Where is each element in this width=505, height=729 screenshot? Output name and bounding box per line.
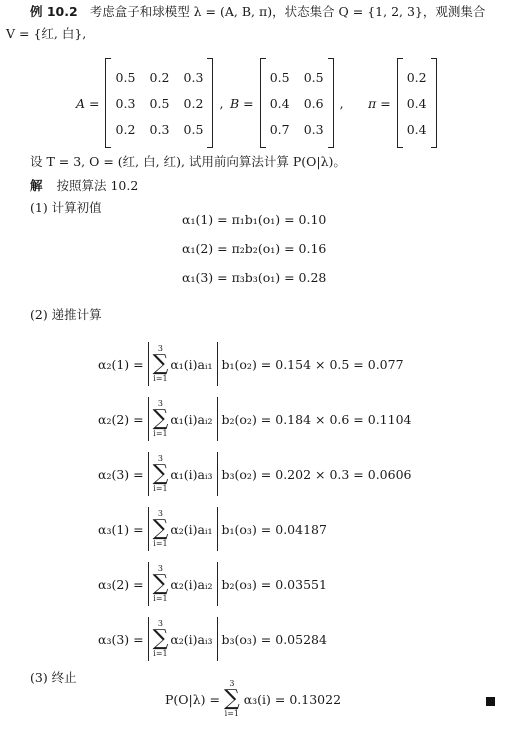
matrix-cell: 0.2	[115, 121, 136, 137]
matrix-b	[230, 58, 344, 148]
final-rhs: α₃(i) = 0.13022	[243, 691, 342, 707]
recursion-rhs: b₂(o₂) = 0.184 × 0.6 = 0.1104	[221, 411, 412, 427]
sum-symbol: 3 ∑ i=1	[152, 619, 169, 658]
bracket-sum	[148, 397, 218, 441]
matrix-cell: 0.5	[115, 69, 136, 85]
init-eq: α₁(1) = π₁b₁(o₁) = 0.10	[182, 212, 327, 227]
given-statement: 设 T = 3, O = (红, 白, 红), 试用前向算法计算 P(O|λ)。	[30, 154, 346, 169]
sum-term: α₁(i)aᵢ₃	[170, 466, 213, 482]
recursion-lhs: α₂(1) =	[98, 356, 144, 372]
solution-header	[30, 176, 138, 194]
sum-term: α₁(i)aᵢ₂	[170, 411, 213, 427]
example-intro-text: 考虑盒子和球模型 λ = (A, B, π)，状态集合 Q = {1, 2, 3}，观测集合	[89, 4, 486, 19]
recursion-rhs: b₁(o₃) = 0.04187	[221, 521, 327, 537]
matrix-cell: 0.3	[303, 121, 324, 137]
matrix-cell: 0.5	[269, 69, 290, 85]
step-1-heading: (1) 计算初值	[30, 200, 102, 215]
sum-term: α₂(i)aᵢ₂	[170, 576, 213, 592]
matrix-cell: 0.4	[406, 121, 427, 137]
solution-text: 按照算法 10.2	[56, 178, 139, 193]
recursion-equation	[98, 617, 327, 661]
matrix-cell: 0.2	[183, 95, 204, 111]
recursion-lhs: α₂(3) =	[98, 466, 144, 482]
init-eq: α₁(2) = π₂b₂(o₁) = 0.16	[182, 241, 327, 256]
end-of-proof-mark	[486, 697, 495, 706]
bracket-sum	[148, 617, 218, 661]
recursion-lhs: α₃(3) =	[98, 631, 144, 647]
example-intro-line1	[30, 2, 485, 20]
final-equation	[165, 680, 341, 718]
matrix-separator: ,	[339, 95, 344, 111]
recursion-equation	[98, 342, 404, 386]
sum-symbol: 3 ∑ i=1	[224, 679, 240, 718]
matrix-a-label: A =	[76, 95, 100, 111]
matrix-cell: 0.5	[149, 95, 170, 111]
recursion-equation	[98, 452, 411, 496]
matrix-a-body	[105, 58, 213, 148]
recursion-rhs: b₁(o₂) = 0.154 × 0.5 = 0.077	[221, 356, 404, 372]
recursion-rhs: b₃(o₃) = 0.05284	[221, 631, 327, 647]
recursion-lhs: α₂(2) =	[98, 411, 144, 427]
matrix-cell: 0.2	[149, 69, 170, 85]
sum-symbol: 3 ∑ i=1	[152, 454, 169, 493]
init-eq: α₁(3) = π₃b₃(o₁) = 0.28	[182, 270, 327, 285]
matrix-cell: 0.7	[269, 121, 290, 137]
sum-symbol: 3 ∑ i=1	[152, 564, 169, 603]
bracket-sum	[148, 507, 218, 551]
matrix-cell: 0.4	[269, 95, 290, 111]
matrix-pi-label: π =	[368, 95, 391, 111]
bracket-sum	[148, 342, 218, 386]
matrix-pi-body	[397, 58, 437, 148]
matrix-cell: 0.4	[406, 95, 427, 111]
solution-label: 解	[30, 178, 43, 193]
recursion-equation	[98, 507, 327, 551]
final-lhs: P(O|λ) =	[165, 691, 220, 707]
bracket-sum	[148, 452, 218, 496]
matrix-a	[76, 58, 223, 148]
sum-symbol: 3 ∑ i=1	[152, 344, 169, 383]
matrix-cell: 0.3	[149, 121, 170, 137]
sum-symbol: 3 ∑ i=1	[152, 399, 169, 438]
sum-symbol: 3 ∑ i=1	[152, 509, 169, 548]
matrix-cell: 0.5	[303, 69, 324, 85]
bracket-sum	[148, 562, 218, 606]
matrix-pi	[368, 58, 437, 148]
matrix-cell: 0.3	[183, 69, 204, 85]
recursion-equation	[98, 397, 411, 441]
matrix-cell: 0.5	[183, 121, 204, 137]
sum-term: α₁(i)aᵢ₁	[170, 356, 213, 372]
recursion-rhs: b₃(o₂) = 0.202 × 0.3 = 0.0606	[221, 466, 412, 482]
matrix-cell: 0.2	[406, 69, 427, 85]
matrix-b-body	[260, 58, 334, 148]
recursion-lhs: α₃(2) =	[98, 576, 144, 592]
example-label: 例 10.2	[30, 4, 78, 19]
recursion-equation	[98, 562, 327, 606]
sum-term: α₂(i)aᵢ₃	[170, 631, 213, 647]
matrix-cell: 0.3	[115, 95, 136, 111]
step-2-heading: (2) 递推计算	[30, 307, 102, 322]
recursion-lhs: α₃(1) =	[98, 521, 144, 537]
matrix-b-label: B =	[230, 95, 254, 111]
recursion-rhs: b₂(o₃) = 0.03551	[221, 576, 327, 592]
step-3-heading: (3) 终止	[30, 670, 77, 685]
sum-term: α₂(i)aᵢ₁	[170, 521, 213, 537]
example-intro-line2: V = {红, 白},	[6, 26, 87, 41]
matrix-separator: ,	[219, 95, 224, 111]
matrix-cell: 0.6	[303, 95, 324, 111]
